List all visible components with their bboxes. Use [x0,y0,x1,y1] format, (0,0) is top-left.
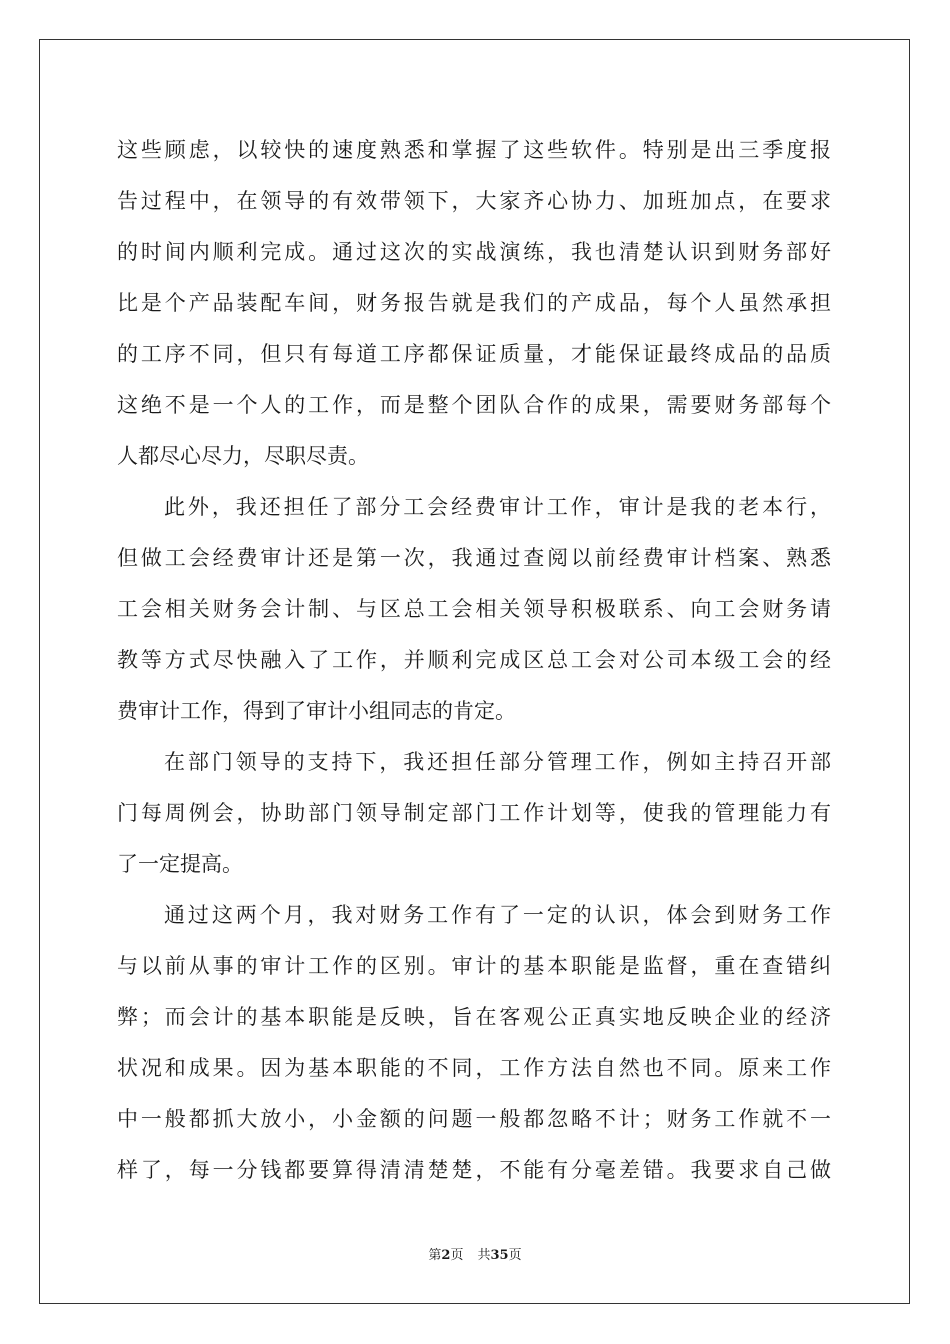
text-line: 但做工会经费审计还是第一次，我通过查阅以前经费审计档案、熟悉 [117,546,831,570]
text-line: 了一定提高。 [117,852,243,876]
text-line: 比是个产品装配车间，财务报告就是我们的产成品，每个人虽然承担 [117,291,831,315]
text-line: 门每周例会，协助部门领导制定部门工作计划等，使我的管理能力有 [117,801,831,825]
text-line: 的时间内顺利完成。通过这次的实战演练，我也清楚认识到财务部好 [117,240,831,264]
text-line: 与以前从事的审计工作的区别。审计的基本职能是监督，重在查错纠 [117,954,831,978]
text-line: 通过这两个月，我对财务工作有了一定的认识，体会到财务工作 [164,903,831,927]
text-line: 费审计工作，得到了审计小组同志的肯定。 [117,699,516,723]
text-line: 状况和成果。因为基本职能的不同，工作方法自然也不同。原来工作 [117,1056,831,1080]
total-suffix: 页 [508,1248,522,1263]
text-line: 工会相关财务会计制、与区总工会相关领导积极联系、向工会财务请 [117,597,831,621]
document-body [117,125,831,1196]
page-number: 2 [441,1248,451,1263]
text-line: 这绝不是一个人的工作，而是整个团队合作的成果，需要财务部每个 [117,393,831,417]
text-line: 中一般都抓大放小，小金额的问题一般都忽略不计；财务工作就不一 [117,1107,831,1131]
text-line: 人都尽心尽力，尽职尽责。 [117,444,369,468]
total-prefix: 共 [477,1248,491,1263]
page-suffix: 页 [450,1248,464,1263]
page-footer [0,1248,950,1264]
text-line: 这些顾虑，以较快的速度熟悉和掌握了这些软件。特别是出三季度报 [117,138,831,162]
text-line: 告过程中，在领导的有效带领下，大家齐心协力、加班加点，在要求 [117,189,831,213]
text-line: 的工序不同，但只有每道工序都保证质量，才能保证最终成品的品质 [117,342,831,366]
page-prefix: 第 [428,1248,442,1263]
text-line: 在部门领导的支持下，我还担任部分管理工作，例如主持召开部 [164,750,831,774]
text-line: 样了，每一分钱都要算得清清楚楚，不能有分毫差错。我要求自己做 [117,1158,831,1182]
text-line: 教等方式尽快融入了工作，并顺利完成区总工会对公司本级工会的经 [117,648,831,672]
text-line: 弊；而会计的基本职能是反映，旨在客观公正真实地反映企业的经济 [117,1005,831,1029]
text-line: 此外，我还担任了部分工会经费审计工作，审计是我的老本行， [164,495,831,519]
total-pages: 35 [490,1248,509,1263]
